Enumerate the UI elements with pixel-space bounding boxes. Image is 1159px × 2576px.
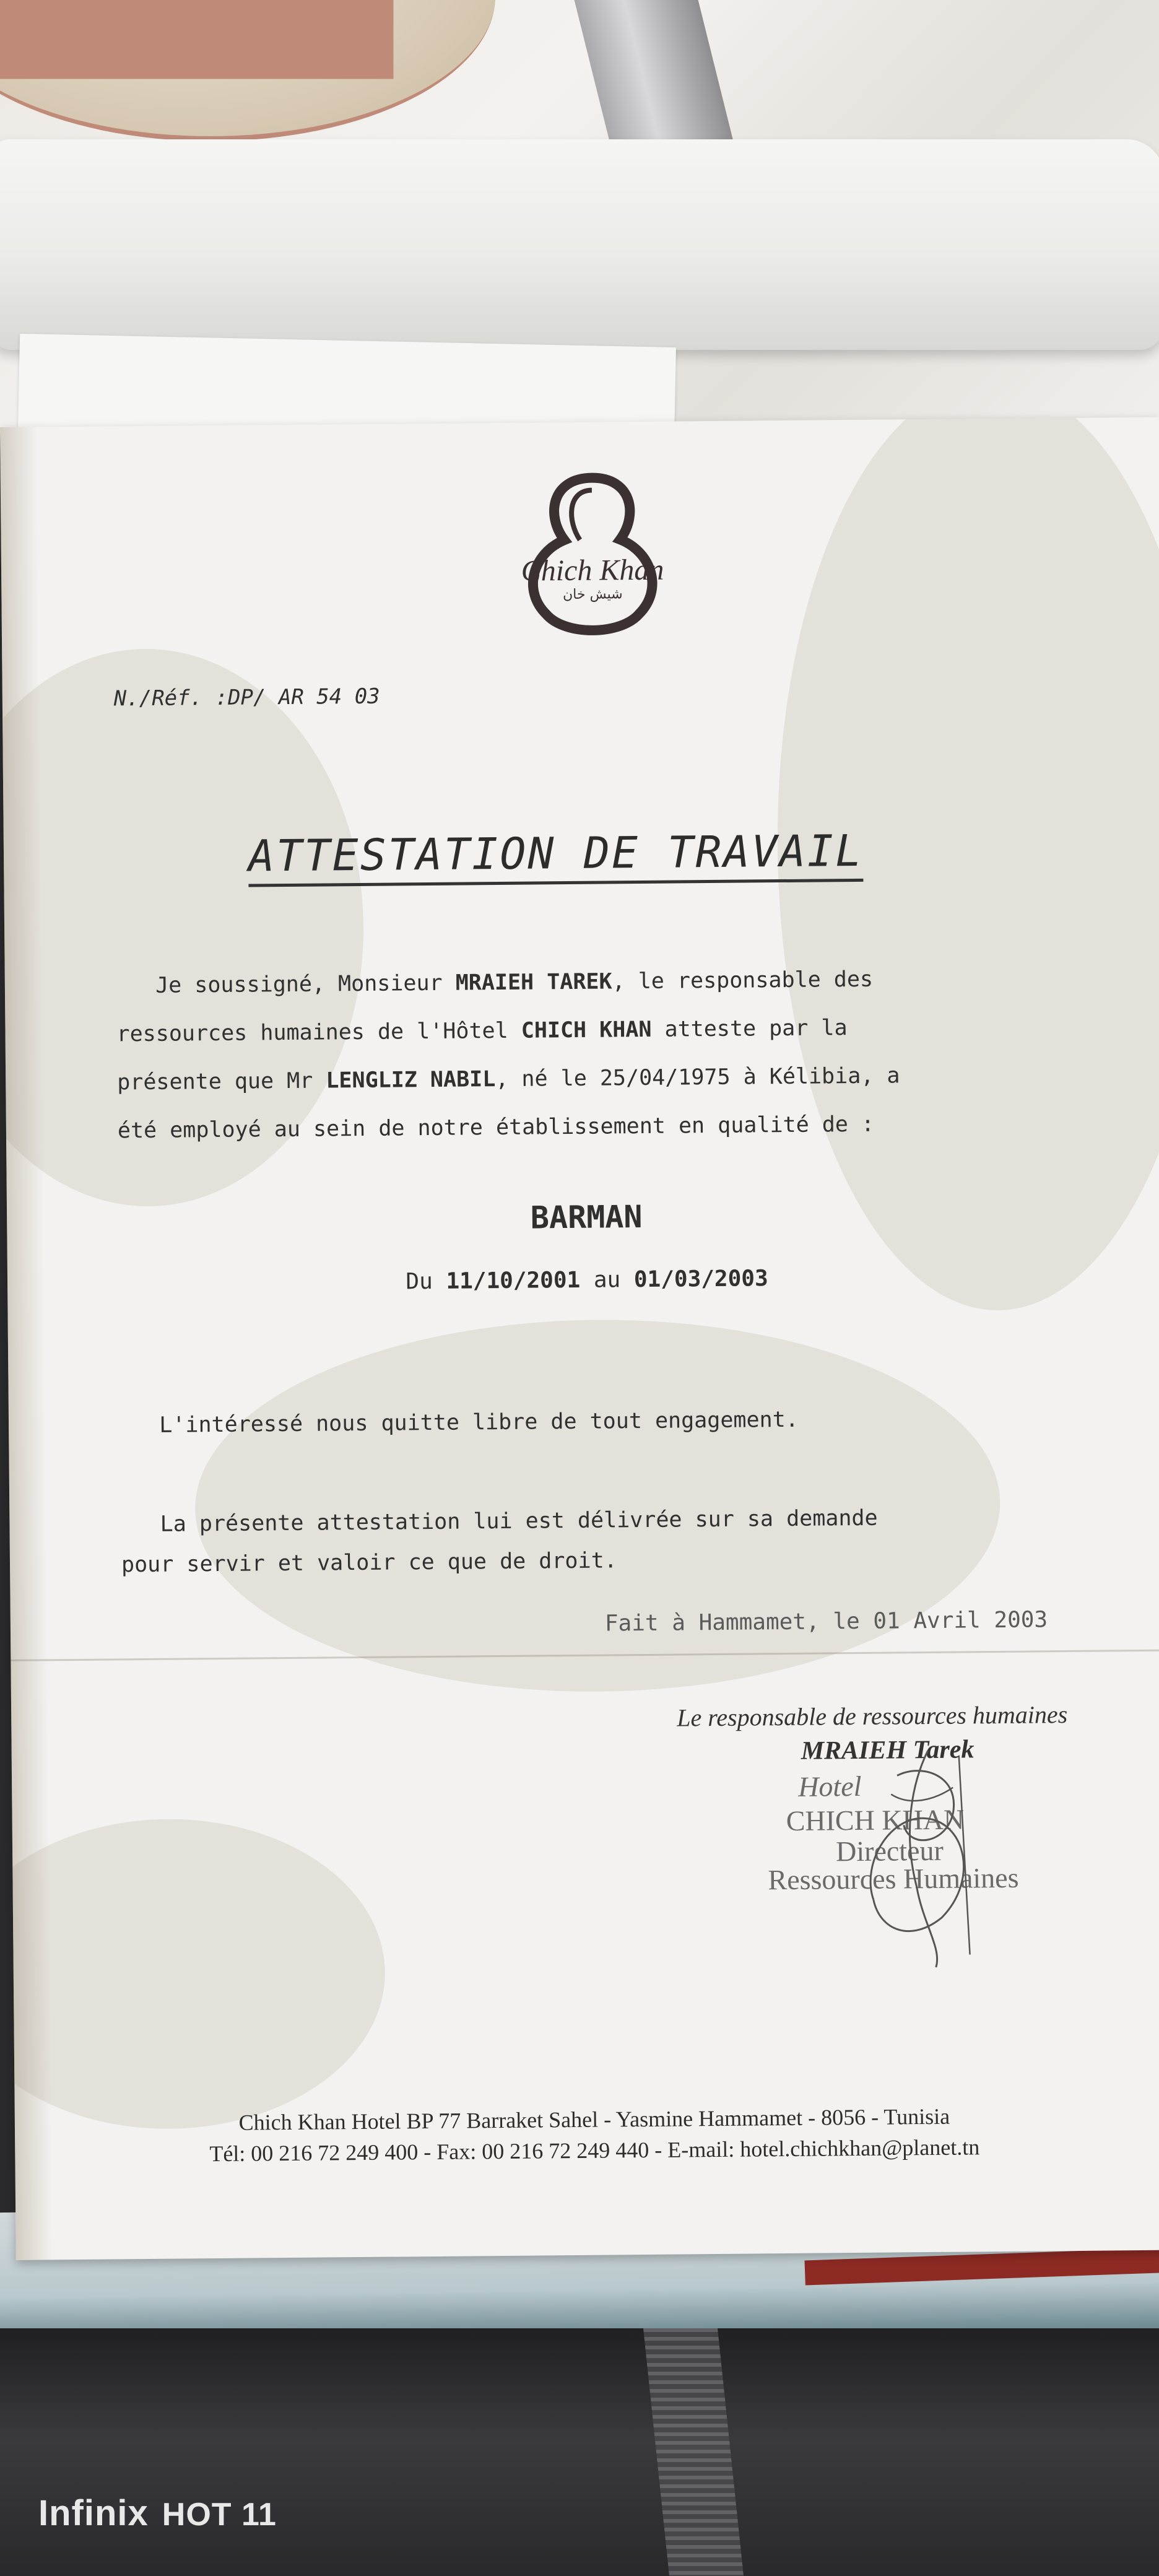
handwritten-signature <box>835 1738 1017 1975</box>
employment-period: Du 11/10/2001 au 01/03/2003 <box>406 1266 768 1295</box>
fabric-surface <box>0 2328 1159 2576</box>
signatory-title: Le responsable de ressources humaines <box>677 1700 1068 1732</box>
chich-khan-logo <box>508 464 677 651</box>
document-title: ATTESTATION DE TRAVAIL <box>248 825 864 887</box>
plastic-lid <box>0 139 1159 350</box>
attestation-document <box>0 417 1159 2260</box>
body-line-3: présente que Mr LENGLIZ NABIL, né le 25/04/1975 à Kélibia, a <box>117 1063 900 1095</box>
reference-number: N./Réf. :DP/ AR 54 03 <box>113 684 380 711</box>
body-line-1: Je soussigné, Monsieur MRAIEH TAREK, le responsable des <box>116 967 874 999</box>
stamp-department: Ressources Humaines <box>768 1861 1019 1896</box>
place-date: Fait à Hammamet, le 01 Avril 2003 <box>604 1607 1048 1637</box>
signatory-name: MRAIEH Tarek <box>801 1735 975 1765</box>
camera-watermark: Infinix HOT 11 <box>38 2493 277 2533</box>
footer-contact: Tél: 00 216 72 249 400 - Fax: 00 216 72 249 440 - E-mail: hotel.chichkhan@planet.tn <box>209 2134 980 2167</box>
purpose-line-2: pour servir et valoir ce que de droit. <box>121 1548 617 1578</box>
body-line-4: été employé au sein de notre établissement en qualité de : <box>117 1112 875 1144</box>
logo-arabic-text: شيش خان <box>562 586 623 603</box>
job-title: BARMAN <box>530 1198 643 1236</box>
logo-brand-text: Chich Khan <box>521 553 664 588</box>
purpose-line-1: La présente attestation lui est délivrée sur sa demande <box>121 1505 878 1538</box>
stamp-hotel-name: CHICH KHAN <box>786 1803 965 1837</box>
body-line-2: ressources humaines de l'Hôtel CHICH KHAN atteste par la <box>116 1016 848 1047</box>
stamp-hotel: Hotel <box>797 1770 862 1803</box>
release-statement: L'intéressé nous quitte libre de tout engagement. <box>119 1407 799 1438</box>
footer-address: Chich Khan Hotel BP 77 Barraket Sahel - Yasmine Hammamet - 8056 - Tunisia <box>238 2104 950 2135</box>
stain <box>0 1817 386 2131</box>
stamp-role: Directeur <box>835 1834 944 1868</box>
